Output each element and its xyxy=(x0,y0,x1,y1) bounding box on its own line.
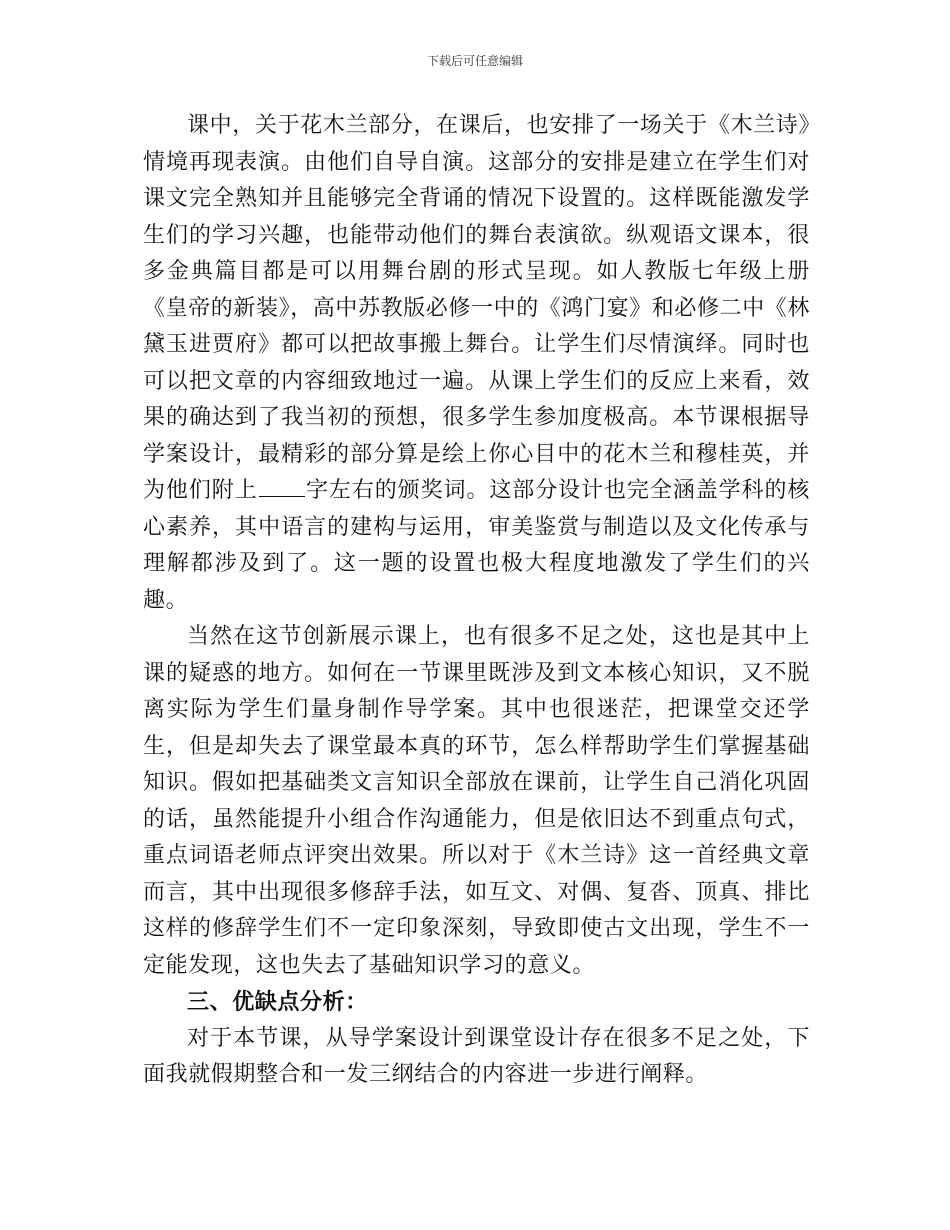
paragraph-3: 对于本节课，从导学案设计到课堂设计存在很多不足之处，下面我就假期整合和一发三纲结合的内容进一步进行阐释。 xyxy=(143,1025,810,1087)
paragraph-1 xyxy=(143,108,810,619)
document-body xyxy=(143,108,810,1094)
paragraph-1-text-a: 课中，关于花木兰部分，在课后，也安排了一场关于《木兰诗》情境再现表演。由他们自导自演。这部分的安排是建立在学生们对课文完全熟知并且能够完全背诵的情况下设置的。这样既能激发学生们的学习兴趣，也能带动他们的舞台表演欲。纵观语文课本，很多金典篇目都是可以用舞台剧的形式呈现。如人教版七年级上册《皇帝的新装》，高中苏教版必修一中的《鸿门宴》和必修二中《林黛玉进贾府》都可以把故事搬上舞台。让学生们尽情演绎。同时也可以把文章的内容细致地过一遍。从课上学生们的反应上来看，效果的确达到了我当初的预想，很多学生参加度极高。本节课根据导学案设计，最精彩的部分算是绘上你心目中的花木兰和穆桂英，并为他们附上 xyxy=(143,113,811,503)
page-header: 下载后可任意编辑 xyxy=(426,54,523,68)
section-heading: 三、优缺点分析： xyxy=(187,989,368,1015)
paragraph-1-text-b: 字左右的颁奖词。这部分设计也完全涵盖学科的核心素养，其中语言的建构与运用，审美鉴赏与制造以及文化传承与理解都涉及到了。这一题的设置也极大程度地激发了学生们的兴趣。 xyxy=(143,478,810,613)
paragraph-2: 当然在这节创新展示课上，也有很多不足之处，这也是其中上课的疑惑的地方。如何在一节课里既涉及到文本核心知识，又不脱离实际为学生们量身制作导学案。其中也很迷茫，把课堂交还学生，但是却失去了课堂最本真的环节，怎么样帮助学生们掌握基础知识。假如把基础类文言知识全部放在课前，让学生自己消化巩固的话，虽然能提升小组合作沟通能力，但是依旧达不到重点句式，重点词语老师点评突出效果。所以对于《木兰诗》这一首经典文章而言，其中出现很多修辞手法，如互文、对偶、复沓、顶真、排比这样的修辞学生们不一定印象深刻，导致即使古文出现，学生不一定能发现，这也失去了基础知识学习的意义。 xyxy=(143,624,810,978)
fill-in-blank xyxy=(259,478,305,497)
